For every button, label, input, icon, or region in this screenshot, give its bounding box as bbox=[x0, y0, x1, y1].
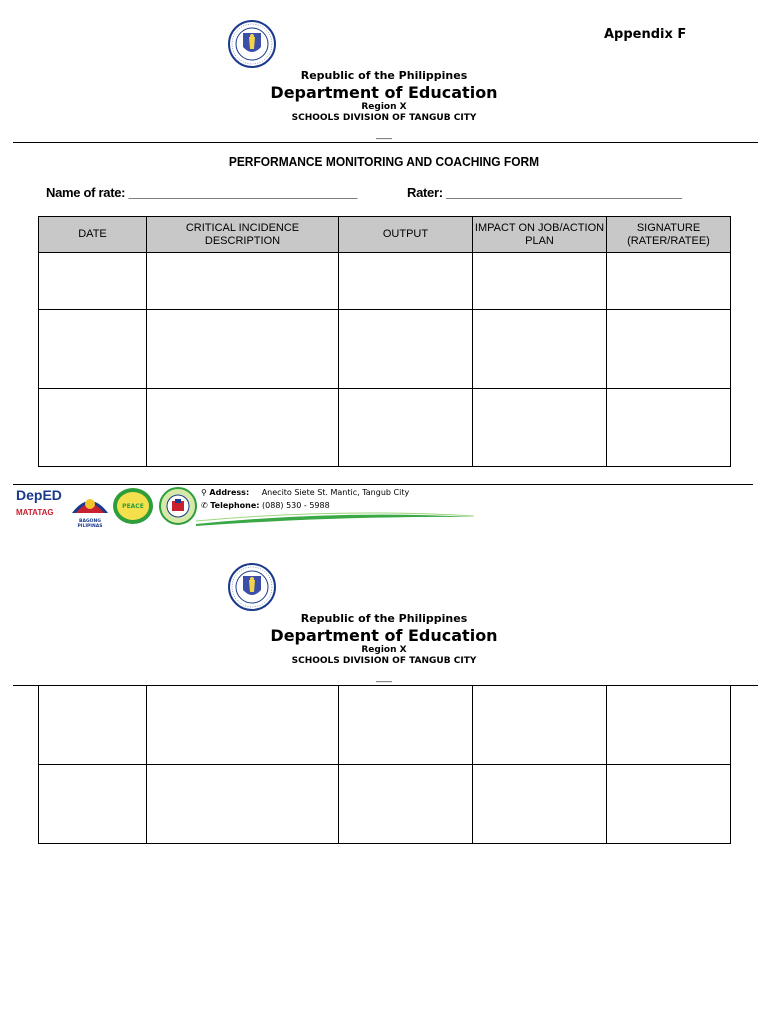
bagong-pilipinas-text: BAGONG PILIPINAS bbox=[77, 519, 103, 529]
header-dash: ____ bbox=[376, 130, 392, 139]
cell-signature[interactable] bbox=[607, 764, 731, 843]
cell-date[interactable] bbox=[39, 389, 147, 467]
telephone-value: (088) 530 - 5988 bbox=[262, 501, 330, 510]
cell-output[interactable] bbox=[339, 389, 473, 467]
name-of-rate-field[interactable]: Name of rate: _________________________________ bbox=[46, 185, 358, 200]
division-heading: SCHOOLS DIVISION OF TANGUB CITY bbox=[291, 113, 477, 123]
cell-description[interactable] bbox=[147, 686, 339, 764]
cell-output[interactable] bbox=[339, 686, 473, 764]
cell-date[interactable] bbox=[39, 686, 147, 764]
department-heading: Department of Education bbox=[270, 83, 498, 102]
cell-output[interactable] bbox=[339, 764, 473, 843]
form-title: PERFORMANCE MONITORING AND COACHING FORM bbox=[228, 154, 540, 169]
location-pin-icon: ⚲ bbox=[201, 488, 207, 497]
address-line bbox=[201, 488, 409, 497]
cell-impact[interactable] bbox=[473, 764, 607, 843]
cell-signature[interactable] bbox=[607, 253, 731, 310]
cell-impact[interactable] bbox=[473, 253, 607, 310]
deped-seal-logo bbox=[227, 562, 277, 612]
cell-impact[interactable] bbox=[473, 310, 607, 389]
cell-date[interactable] bbox=[39, 764, 147, 843]
cell-date[interactable] bbox=[39, 310, 147, 389]
cell-signature[interactable] bbox=[607, 686, 731, 764]
monitoring-table bbox=[38, 216, 731, 467]
cell-description[interactable] bbox=[147, 389, 339, 467]
footer-rule bbox=[13, 484, 753, 485]
cell-description[interactable] bbox=[147, 310, 339, 389]
peace-logo bbox=[113, 488, 153, 524]
table-header-row bbox=[39, 217, 731, 253]
republic-heading: Republic of the Philippines bbox=[300, 612, 468, 625]
header-rule bbox=[13, 142, 758, 143]
tangub-division-seal bbox=[157, 487, 199, 525]
deped-wordmark: DepED bbox=[16, 487, 62, 503]
phone-icon: ✆ bbox=[201, 501, 208, 510]
col-impact: IMPACT ON JOB/ACTION PLAN bbox=[473, 217, 607, 253]
appendix-label: Appendix F bbox=[604, 27, 687, 42]
region-heading: Region X bbox=[361, 102, 407, 112]
deped-matatag-logo bbox=[16, 487, 64, 525]
cell-impact[interactable] bbox=[473, 389, 607, 467]
cell-output[interactable] bbox=[339, 253, 473, 310]
cell-signature[interactable] bbox=[607, 310, 731, 389]
matatag-wordmark: MATATAG bbox=[16, 508, 54, 517]
cell-description[interactable] bbox=[147, 253, 339, 310]
bagong-pilipinas-logo bbox=[68, 487, 112, 529]
bagong-pilipinas-emblem bbox=[70, 487, 110, 515]
col-date: DATE bbox=[39, 217, 147, 253]
table-row bbox=[39, 310, 731, 389]
table-row bbox=[39, 764, 731, 843]
col-critical-incidence: CRITICAL INCIDENCE DESCRIPTION bbox=[147, 217, 339, 253]
table-row bbox=[39, 686, 731, 764]
region-heading: Region X bbox=[361, 645, 407, 655]
cell-impact[interactable] bbox=[473, 686, 607, 764]
peace-text: PEACE bbox=[117, 492, 149, 520]
cell-description[interactable] bbox=[147, 764, 339, 843]
green-swoosh bbox=[196, 508, 476, 526]
republic-heading: Republic of the Philippines bbox=[300, 69, 468, 82]
department-heading: Department of Education bbox=[270, 626, 498, 645]
cell-signature[interactable] bbox=[607, 389, 731, 467]
cell-date[interactable] bbox=[39, 253, 147, 310]
header-dash: ____ bbox=[376, 673, 392, 682]
deped-seal-logo bbox=[227, 19, 277, 69]
table-row bbox=[39, 389, 731, 467]
cell-output[interactable] bbox=[339, 310, 473, 389]
table-row bbox=[39, 253, 731, 310]
telephone-label: Telephone: bbox=[210, 501, 260, 510]
monitoring-table-continued bbox=[38, 686, 731, 844]
address-value: Anecito Siete St. Mantic, Tangub City bbox=[261, 488, 410, 497]
rater-field[interactable]: Rater: __________________________________ bbox=[407, 185, 682, 200]
col-signature: SIGNATURE (RATER/RATEE) bbox=[607, 217, 731, 253]
division-heading: SCHOOLS DIVISION OF TANGUB CITY bbox=[291, 656, 477, 666]
telephone-line bbox=[201, 501, 330, 510]
col-output: OUTPUT bbox=[339, 217, 473, 253]
address-label: Address: bbox=[209, 488, 250, 497]
